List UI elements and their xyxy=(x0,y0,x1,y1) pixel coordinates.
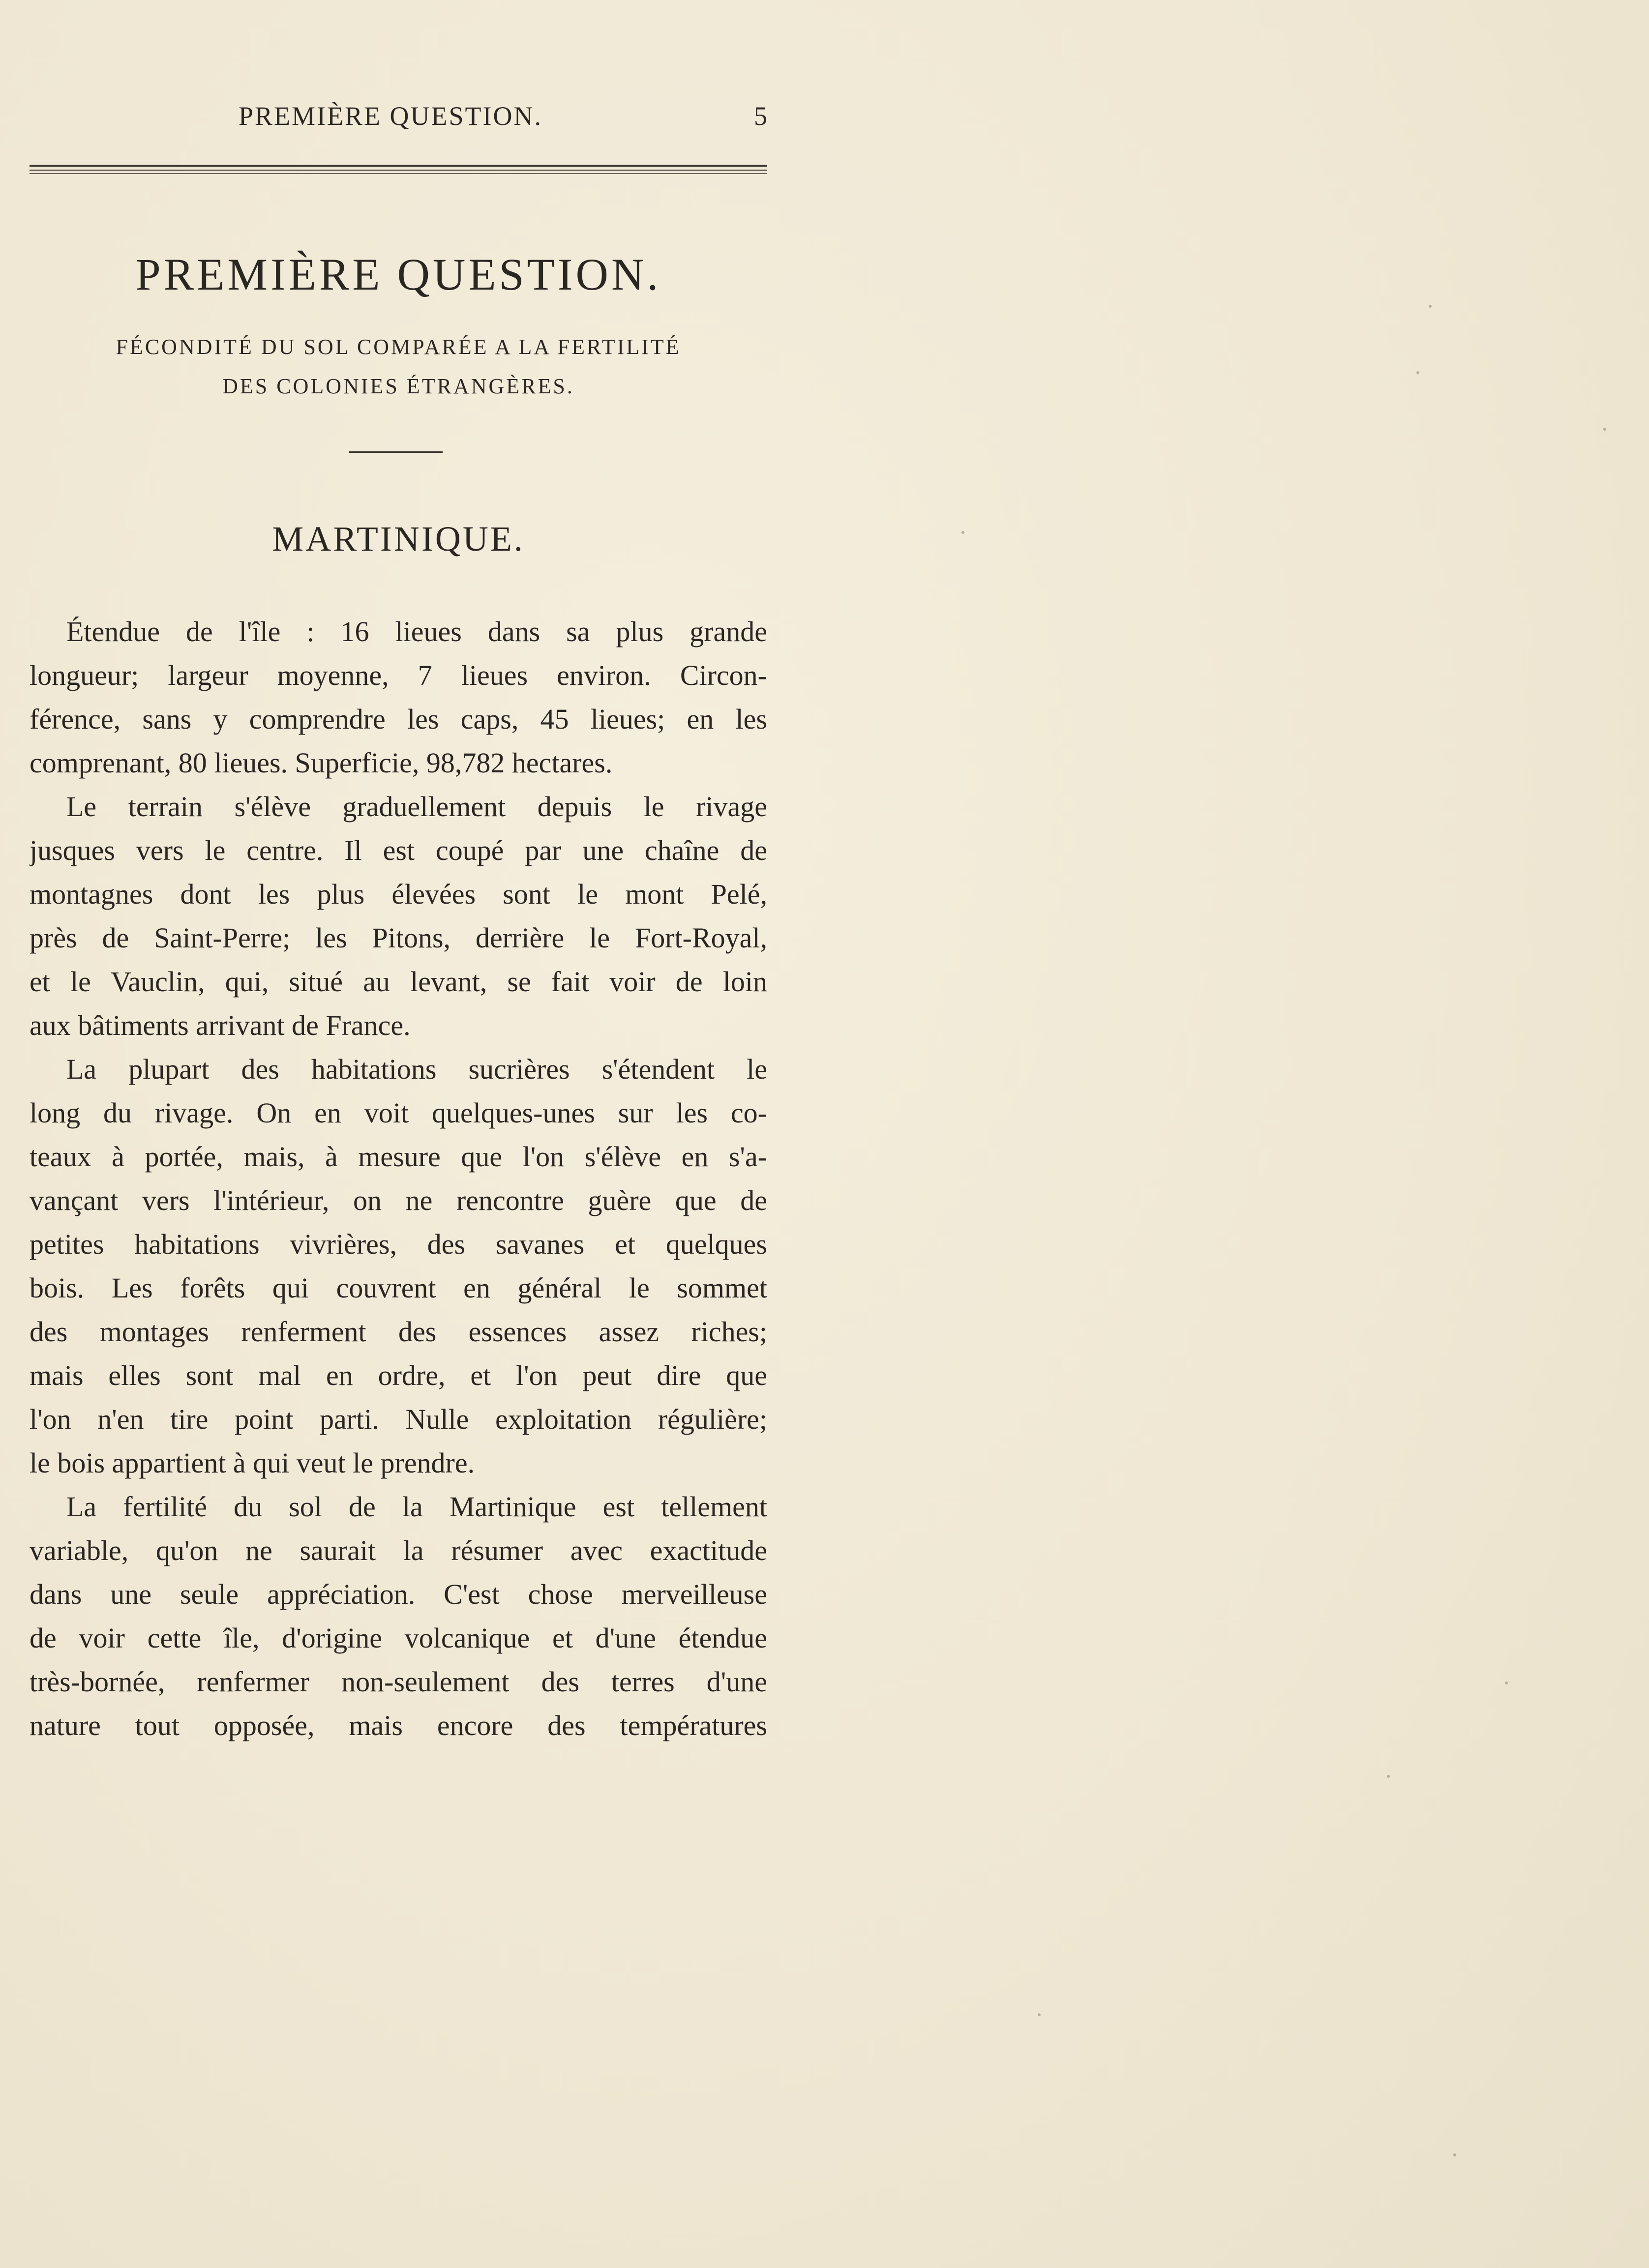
paper-speck xyxy=(1387,1775,1390,1778)
ornamental-rule xyxy=(349,451,443,453)
running-head xyxy=(30,101,767,140)
paper-speck xyxy=(1603,428,1606,431)
body-line: près de Saint-Perre; les Pitons, derrière le Fort-Royal, xyxy=(30,922,767,954)
body-line: La fertilité du sol de la Martinique est tellement xyxy=(66,1491,767,1523)
page-number: 5 xyxy=(754,101,767,131)
body-line: Étendue de l'île : 16 lieues dans sa plus grande xyxy=(66,616,767,648)
body-line: petites habitations vivrières, des savanes et quelques xyxy=(30,1228,767,1260)
chapter-title: PREMIÈRE QUESTION. xyxy=(135,249,661,299)
body-text xyxy=(30,610,767,1747)
paper-speck xyxy=(1453,2153,1456,2156)
body-line: vançant vers l'intérieur, on ne rencontre guère que de xyxy=(30,1184,767,1216)
paper-speck xyxy=(1505,1681,1508,1684)
running-head-title: PREMIÈRE QUESTION. xyxy=(239,101,542,131)
body-line: La plupart des habitations sucrières s'étendent le xyxy=(66,1053,767,1085)
body-line: bois. Les forêts qui couvrent en général le sommet xyxy=(30,1272,767,1304)
body-line: comprenant, 80 lieues. Superficie, 98,782 hectares. xyxy=(30,747,613,779)
body-line: très-bornée, renfermer non-seulement des terres d'une xyxy=(30,1666,767,1698)
header-rule xyxy=(30,165,767,176)
body-line: montagnes dont les plus élevées sont le mont Pelé, xyxy=(30,878,767,910)
paper-speck xyxy=(1416,371,1419,374)
chapter-subtitle-line-2: DES COLONIES ÉTRANGÈRES. xyxy=(222,374,574,398)
body-line: variable, qu'on ne saurait la résumer avec exactitude xyxy=(30,1534,767,1566)
body-line: nature tout opposée, mais encore des températures xyxy=(30,1709,767,1741)
paper-speck xyxy=(1429,305,1432,308)
body-line: dans une seule appréciation. C'est chose merveilleuse xyxy=(30,1578,767,1610)
body-line: l'on n'en tire point parti. Nulle exploitation régulière; xyxy=(30,1403,767,1435)
body-line: férence, sans y comprendre les caps, 45 lieues; en les xyxy=(30,703,767,735)
body-line: mais elles sont mal en ordre, et l'on peut dire que xyxy=(30,1359,767,1391)
body-line: le bois appartient à qui veut le prendre. xyxy=(30,1447,475,1479)
paper-speck xyxy=(961,531,964,534)
body-line: jusques vers le centre. Il est coupé par une chaîne de xyxy=(30,834,767,866)
body-line: de voir cette île, d'origine volcanique et d'une étendue xyxy=(30,1622,767,1654)
body-line: Le terrain s'élève graduellement depuis le rivage xyxy=(66,791,767,823)
body-line: des montages renferment des essences assez riches; xyxy=(30,1316,767,1348)
body-line: teaux à portée, mais, à mesure que l'on s'élève en s'a- xyxy=(30,1141,767,1173)
paper-speck xyxy=(1038,2013,1041,2016)
section-title: MARTINIQUE. xyxy=(272,519,525,559)
body-line: et le Vauclin, qui, situé au levant, se fait voir de loin xyxy=(30,966,767,998)
body-line: long du rivage. On en voit quelques-unes sur les co- xyxy=(30,1097,767,1129)
body-line: longueur; largeur moyenne, 7 lieues environ. Circon- xyxy=(30,659,767,691)
chapter-subtitle-line-1: FÉCONDITÉ DU SOL COMPARÉE A LA FERTILITÉ xyxy=(116,335,681,359)
body-line: aux bâtiments arrivant de France. xyxy=(30,1009,411,1041)
